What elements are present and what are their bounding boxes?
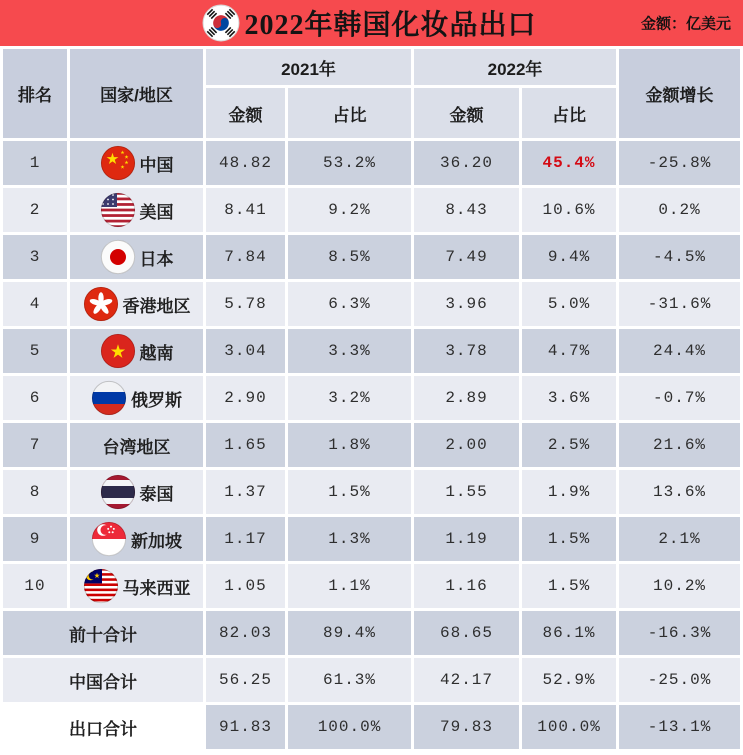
country-name: 越南 <box>139 343 174 363</box>
amount-2021-cell: 8.41 <box>206 188 285 232</box>
growth-cell: -25.8% <box>619 141 740 185</box>
growth-cell: -0.7% <box>619 376 740 420</box>
share-2022-cell: 100.0% <box>522 705 616 749</box>
country-name: 美国 <box>139 202 174 222</box>
amount-2022-cell: 7.49 <box>414 235 519 279</box>
share-2021-cell: 3.2% <box>288 376 411 420</box>
amount-2021-cell: 91.83 <box>206 705 285 749</box>
country-cell <box>70 517 203 561</box>
rank-cell: 1 <box>3 141 67 185</box>
rank-cell: 4 <box>3 282 67 326</box>
country-cell <box>70 470 203 514</box>
growth-cell: 0.2% <box>619 188 740 232</box>
amount-2021-cell: 3.04 <box>206 329 285 373</box>
singapore-flag-icon <box>91 521 127 557</box>
country-cell <box>70 564 203 608</box>
table-row <box>3 188 740 232</box>
hongkong-flag-icon <box>83 286 119 322</box>
amount-2021-cell: 7.84 <box>206 235 285 279</box>
table-row <box>3 141 740 185</box>
country-name: 马来西亚 <box>122 578 191 598</box>
russia-flag-icon <box>91 380 127 416</box>
rank-cell: 2 <box>3 188 67 232</box>
header-growth: 金额增长 <box>619 49 740 138</box>
amount-2022-cell: 1.55 <box>414 470 519 514</box>
share-2022-cell: 1.5% <box>522 517 616 561</box>
country-cell <box>70 376 203 420</box>
amount-2022-cell: 3.78 <box>414 329 519 373</box>
share-2022-cell: 45.4% <box>522 141 616 185</box>
country-cell <box>70 282 203 326</box>
growth-cell: -4.5% <box>619 235 740 279</box>
header-amount-2021: 金额 <box>206 88 285 138</box>
amount-2021-cell: 1.05 <box>206 564 285 608</box>
share-2022-cell: 86.1% <box>522 611 616 655</box>
growth-cell: -31.6% <box>619 282 740 326</box>
share-2022-cell: 1.5% <box>522 564 616 608</box>
title-banner <box>0 0 743 46</box>
growth-cell: 24.4% <box>619 329 740 373</box>
table-row <box>3 282 740 326</box>
header-amount-2022: 金额 <box>414 88 519 138</box>
share-2022-cell: 5.0% <box>522 282 616 326</box>
growth-cell: 21.6% <box>619 423 740 467</box>
amount-2022-cell: 3.96 <box>414 282 519 326</box>
country-cell <box>70 188 203 232</box>
share-2021-cell: 100.0% <box>288 705 411 749</box>
header-country: 国家/地区 <box>70 49 203 138</box>
header-rank: 排名 <box>3 49 67 138</box>
japan-flag-icon <box>100 239 136 275</box>
share-2021-cell: 9.2% <box>288 188 411 232</box>
share-2021-cell: 89.4% <box>288 611 411 655</box>
rank-cell: 9 <box>3 517 67 561</box>
growth-cell: -25.0% <box>619 658 740 702</box>
table-row <box>3 423 740 467</box>
share-2021-cell: 1.8% <box>288 423 411 467</box>
table-row <box>3 564 740 608</box>
country-name: 泰国 <box>139 484 174 504</box>
country-name: 新加坡 <box>131 531 182 551</box>
share-2022-cell: 9.4% <box>522 235 616 279</box>
summary-row-total <box>3 705 740 749</box>
usa-flag-icon <box>100 192 136 228</box>
amount-2022-cell: 1.16 <box>414 564 519 608</box>
amount-2021-cell: 2.90 <box>206 376 285 420</box>
share-2021-cell: 6.3% <box>288 282 411 326</box>
amount-2021-cell: 56.25 <box>206 658 285 702</box>
page-title: 2022年韩国化妆品出口 <box>244 10 537 41</box>
share-2022-cell: 1.9% <box>522 470 616 514</box>
amount-2022-cell: 68.65 <box>414 611 519 655</box>
country-name: 台湾地区 <box>102 437 171 457</box>
amount-2021-cell: 82.03 <box>206 611 285 655</box>
rank-cell: 5 <box>3 329 67 373</box>
export-table <box>0 46 743 752</box>
country-name: 俄罗斯 <box>131 390 182 410</box>
growth-cell: 10.2% <box>619 564 740 608</box>
rank-cell: 10 <box>3 564 67 608</box>
country-name: 香港地区 <box>122 296 191 316</box>
share-2021-cell: 1.5% <box>288 470 411 514</box>
share-2022-cell: 3.6% <box>522 376 616 420</box>
table-row <box>3 470 740 514</box>
country-name: 日本 <box>139 249 174 269</box>
amount-2021-cell: 48.82 <box>206 141 285 185</box>
rank-cell: 8 <box>3 470 67 514</box>
country-cell <box>70 235 203 279</box>
summary-label: 出口合计 <box>3 705 203 749</box>
thailand-flag-icon <box>100 474 136 510</box>
share-2021-cell: 53.2% <box>288 141 411 185</box>
unit-note: 金额：亿美元 <box>640 15 731 33</box>
rank-cell: 7 <box>3 423 67 467</box>
amount-2022-cell: 1.19 <box>414 517 519 561</box>
share-2022-cell: 10.6% <box>522 188 616 232</box>
rank-cell: 3 <box>3 235 67 279</box>
growth-cell: -13.1% <box>619 705 740 749</box>
header-year-2021: 2021年 <box>206 49 411 85</box>
amount-2022-cell: 2.89 <box>414 376 519 420</box>
amount-2022-cell: 36.20 <box>414 141 519 185</box>
amount-2021-cell: 1.65 <box>206 423 285 467</box>
table-row <box>3 329 740 373</box>
amount-2022-cell: 8.43 <box>414 188 519 232</box>
growth-cell: 13.6% <box>619 470 740 514</box>
share-2022-cell: 52.9% <box>522 658 616 702</box>
header-share-2021: 占比 <box>288 88 411 138</box>
growth-cell: -16.3% <box>619 611 740 655</box>
summary-label: 前十合计 <box>3 611 203 655</box>
amount-2022-cell: 2.00 <box>414 423 519 467</box>
country-cell <box>70 141 203 185</box>
table-row <box>3 376 740 420</box>
share-2021-cell: 61.3% <box>288 658 411 702</box>
share-2022-cell: 2.5% <box>522 423 616 467</box>
rank-cell: 6 <box>3 376 67 420</box>
share-2021-cell: 3.3% <box>288 329 411 373</box>
share-2021-cell: 1.3% <box>288 517 411 561</box>
korea-flag-icon <box>202 4 240 42</box>
summary-row-top10 <box>3 611 740 655</box>
share-2022-cell: 4.7% <box>522 329 616 373</box>
table-row <box>3 235 740 279</box>
amount-2021-cell: 5.78 <box>206 282 285 326</box>
amount-2022-cell: 79.83 <box>414 705 519 749</box>
china-flag-icon <box>100 145 136 181</box>
share-2021-cell: 8.5% <box>288 235 411 279</box>
summary-row-china <box>3 658 740 702</box>
amount-2021-cell: 1.17 <box>206 517 285 561</box>
amount-2021-cell: 1.37 <box>206 470 285 514</box>
share-2021-cell: 1.1% <box>288 564 411 608</box>
summary-label: 中国合计 <box>3 658 203 702</box>
country-name: 中国 <box>139 155 174 175</box>
country-cell <box>70 329 203 373</box>
header-year-2022: 2022年 <box>414 49 616 85</box>
table-row <box>3 517 740 561</box>
header-share-2022: 占比 <box>522 88 616 138</box>
growth-cell: 2.1% <box>619 517 740 561</box>
country-cell <box>70 423 203 467</box>
malaysia-flag-icon <box>83 568 119 604</box>
vietnam-flag-icon <box>100 333 136 369</box>
amount-2022-cell: 42.17 <box>414 658 519 702</box>
